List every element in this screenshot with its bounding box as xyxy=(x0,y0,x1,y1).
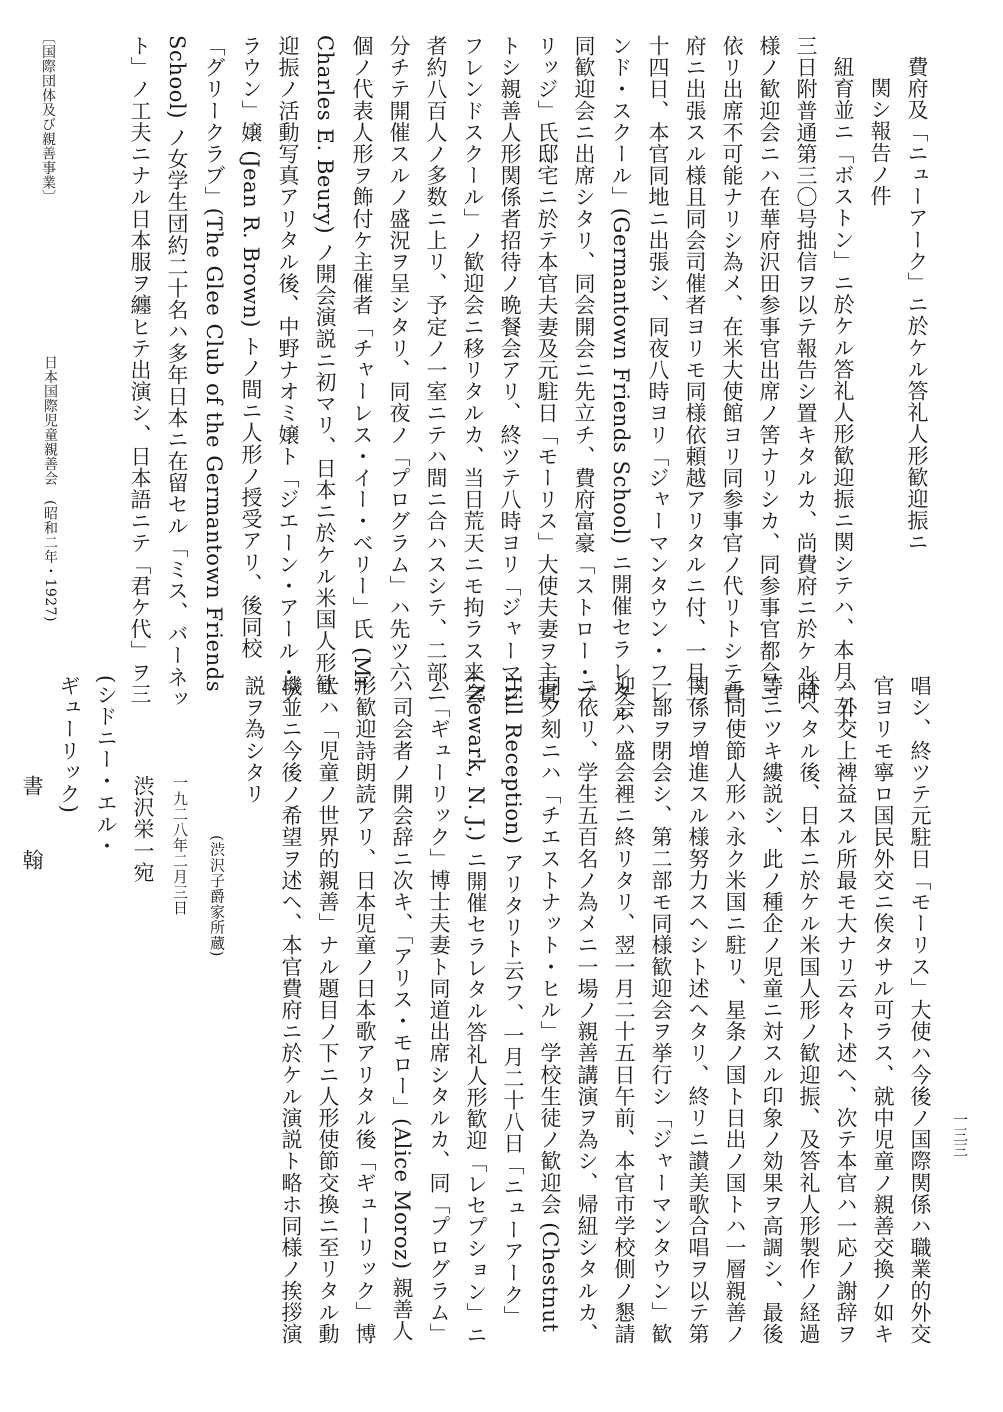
text-line: フレンドスクール」ノ歓迎会ニ移リタルカ、当日荒天ニモ拘ラス来会 xyxy=(461,35,485,705)
text-line: (Newark, N. J.) ニ開催セラレタル答礼人形歓迎「レセプション」ニ xyxy=(464,675,488,1346)
sender-line: (シドニー・エル・ xyxy=(94,675,118,857)
letter-label: 書 翰 xyxy=(20,775,44,886)
text-line: 関係ヲ増進スル様努力スヘシト述ヘタリ、終リニ讃美歌合唱ヲ以テ第 xyxy=(686,675,710,1345)
text-line: ラウン」嬢 (Jean R. Brown) トノ間ニ人形ノ授受アリ、後同校 xyxy=(239,35,263,660)
letter-date: 一九二八年二月三日 xyxy=(171,775,189,916)
text-line: ニ同使節人形ハ永ク米国ニ駐リ、星条ノ国ト日出ノ国トハ一層親善ノ xyxy=(723,675,747,1345)
text-line: School) ノ女学生団約二十名ハ多年日本ニ在留セル「ミス、バーネッ xyxy=(165,35,189,710)
recipient: 渋沢栄一宛 xyxy=(131,775,155,883)
text-line: ハ「ギューリック」博士夫妻ト同道出席シタルカ、同「プログラム」 xyxy=(427,675,451,1345)
footer-publisher: 日本国際児童親善会 (昭和二年・1927) xyxy=(42,355,58,623)
text-line: 等ニツキ縷説シ、此ノ種企ノ児童ニ対スル印象ノ効果ヲ高調シ、最後 xyxy=(760,675,784,1345)
text-line: 形歓迎詩朗読アリ、日本児童ノ日本歌アリタル後「ギューリック」博 xyxy=(353,675,377,1345)
text-line: 三日附普通第三〇号拙信ヲ以テ報告シ置キタルカ、尚費府ニ於ケル同 xyxy=(794,35,818,705)
text-line: 分チテ開催スルノ盛況ヲ呈シタリ、同夜ノ「プログラム」ハ先ツ六 xyxy=(387,35,411,683)
text-line: 紐育並ニ「ボストン」ニ於ケル答礼人形歓迎振ニ関シテハ、本月二十 xyxy=(831,56,855,726)
text-line: 一部ヲ閉会シ、第二部モ同様歓迎会ヲ挙行シ「ジャーマンタウン」歓 xyxy=(649,675,673,1345)
text-line: 府ニ出張スル様且同会司催者ヨリモ同様依頼越アリタルニ付、一月二 xyxy=(683,35,707,705)
text-line: 個ノ代表人形ヲ飾付ケ主催者「チャーレス・イー・ベリー」氏 (Mr. xyxy=(350,35,374,694)
heading-line: 費府及「ニューアーク」ニ於ケル答礼人形歓迎振ニ xyxy=(905,56,929,553)
text-line: 唱シ、終ツテ元駐日「モーリス」大使ハ今後ノ国際関係ハ職業的外交 xyxy=(908,675,932,1345)
text-line: ハ外交上裨益スル所最モ大ナリ云々ト述ヘ、次テ本官ハ一応ノ謝辞ヲ xyxy=(834,675,858,1345)
text-line: トシ親善人形関係者招待ノ晩餐会アリ、終ツテ八時ヨリ「ジャーマン xyxy=(498,35,522,705)
text-line: ンド・スクール」(Germantown Friends School) ニ開催セラレタル xyxy=(609,35,633,725)
heading-line: 関シ報告ノ件 xyxy=(868,77,892,207)
text-line: 者約八百人ノ多数ニ上リ、予定ノ一室ニテハ間ニ合ハスシテ、二部ニ xyxy=(424,35,448,705)
text-line: Charles E. Beury) ノ開会演説ニ初マリ、日本ニ於ケル米国人形歓 xyxy=(313,35,337,695)
text-line: リッジ」氏邸宅ニ於テ本官夫妻及元駐日「モーリス」大使夫妻ヲ主賓 xyxy=(535,35,559,705)
text-line: 迎会ハ盛会裡ニ終リタリ、翌一月二十五日午前、本官市学校側ノ懇請 xyxy=(612,675,636,1345)
text-line: 依リ出席不可能ナリシ為メ、在米大使館ヨリ同参事官ノ代リトシテ費 xyxy=(720,35,744,705)
lower-text-block xyxy=(13,675,938,1346)
sender-line: ギューリック) xyxy=(57,675,81,814)
upper-text-block xyxy=(121,35,935,726)
text-line: ハ司会者ノ開会辞ニ次キ、「アリス・モロー」(Alice Moroz) 親善人 xyxy=(390,675,414,1342)
text-line: ト」ノ工夫ニナル日本服ヲ纏ヒテ出演シ、日本語ニテ「君ケ代」ヲ三 xyxy=(128,35,152,705)
text-line: 迎振ノ活動写真アリタル後、中野ナオミ嬢ト「ジエーン・アール・ブ xyxy=(276,35,300,705)
text-line: 十四日、本官同地ニ出張シ、同夜八時ヨリ「ジャーマンタウン・フレ xyxy=(646,35,670,705)
text-line: 同歓迎会ニ出席シタリ、同会開会ニ先立チ、費府富豪「ストロー・ブ xyxy=(572,35,596,705)
text-line: 様ノ歓迎会ニハ在華府沢田参事官出席ノ筈ナリシカ、同参事官都合ニ xyxy=(757,35,781,705)
text-line: 述ヘタル後、日本ニ於ケル米国人形ノ歓迎振、及答礼人形製作ノ経過 xyxy=(797,675,821,1345)
text-line: 同夕刻ニハ「チエストナット・ヒル」学校生徒ノ歓迎会 (Chestnut xyxy=(538,675,562,1333)
text-line: ニ依リ、学生五百名ノ為メニ一場ノ親善講演ヲ為シ、帰紐シタルカ、 xyxy=(575,675,599,1345)
text-line: 機並ニ今後ノ希望ヲ述ヘ、本官費府ニ於ケル演説ト略ホ同様ノ挨拶演 xyxy=(279,675,303,1345)
text-line: 説ヲ為シタリ xyxy=(242,675,266,805)
text-line: 官ヨリモ寧ロ国民外交ニ俟タサル可ラス、就中児童ノ親善交換ノ如キ xyxy=(871,675,895,1345)
text-line: 士ハ「児童ノ世界的親善」ナル題目ノ下ニ人形使節交換ニ至リタル動 xyxy=(316,675,340,1345)
footer-category: 〔国際団体及び親善事業〕 xyxy=(40,30,56,204)
page-number: 一三三 xyxy=(951,1112,969,1157)
text-line: 「グリークラブ」(The Glee Club of the Germantown Friends xyxy=(202,35,226,693)
source-note: (渋沢子爵家所蔵) xyxy=(208,835,226,958)
text-line: Hill Reception) アリタリト云フ、一月二十八日「ニューアーク」 xyxy=(501,675,525,1327)
